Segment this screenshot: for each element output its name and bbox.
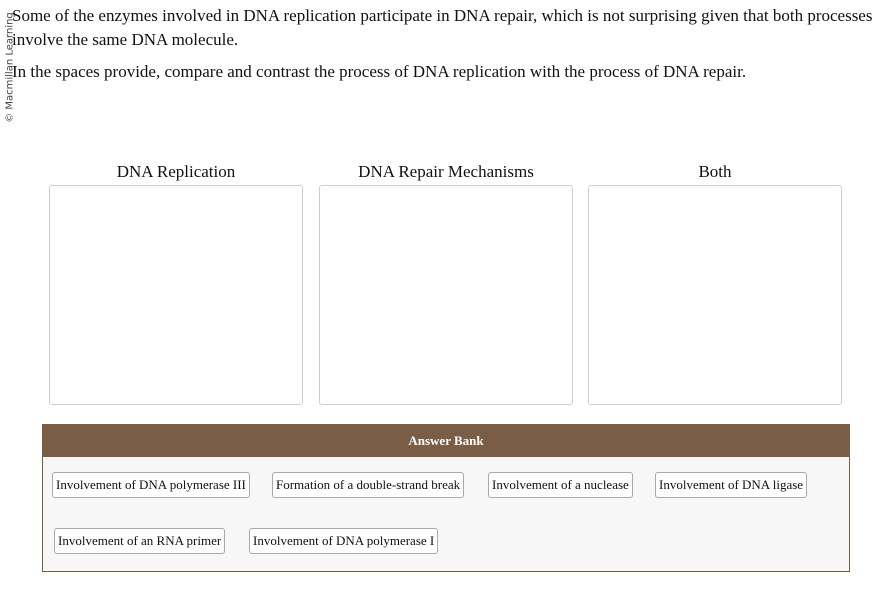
drop-zone-both[interactable] bbox=[588, 185, 842, 405]
answer-chip-dna-ligase[interactable]: Involvement of DNA ligase bbox=[655, 472, 807, 498]
column-label-dna-replication: DNA Replication bbox=[116, 162, 236, 181]
column-label-both: Both bbox=[698, 162, 732, 181]
answer-bank bbox=[42, 424, 850, 572]
question-intro: Some of the enzymes involved in DNA replication participate in DNA repair, which is not surprising given that both processes involve the same DNA molecule. bbox=[12, 6, 873, 49]
drop-zone-dna-replication[interactable] bbox=[49, 185, 303, 405]
answer-chip-rna-primer[interactable]: Involvement of an RNA primer bbox=[54, 528, 225, 554]
answer-chip-dna-polymerase-i[interactable]: Involvement of DNA polymerase I bbox=[249, 528, 438, 554]
answer-chip-double-strand-break[interactable]: Formation of a double-strand break bbox=[272, 472, 464, 498]
drop-zone-dna-repair[interactable] bbox=[319, 185, 573, 405]
copyright-watermark: © Macmillan Learning bbox=[4, 12, 16, 123]
column-label-dna-repair: DNA Repair Mechanisms bbox=[358, 162, 534, 181]
question-instruction: In the spaces provide, compare and contrast the process of DNA replication with the process of DNA repair. bbox=[12, 62, 747, 81]
answer-chip-nuclease[interactable]: Involvement of a nuclease bbox=[488, 472, 633, 498]
answer-chip-dna-polymerase-iii[interactable]: Involvement of DNA polymerase III bbox=[52, 472, 250, 498]
answer-bank-header: Answer Bank bbox=[43, 425, 849, 457]
